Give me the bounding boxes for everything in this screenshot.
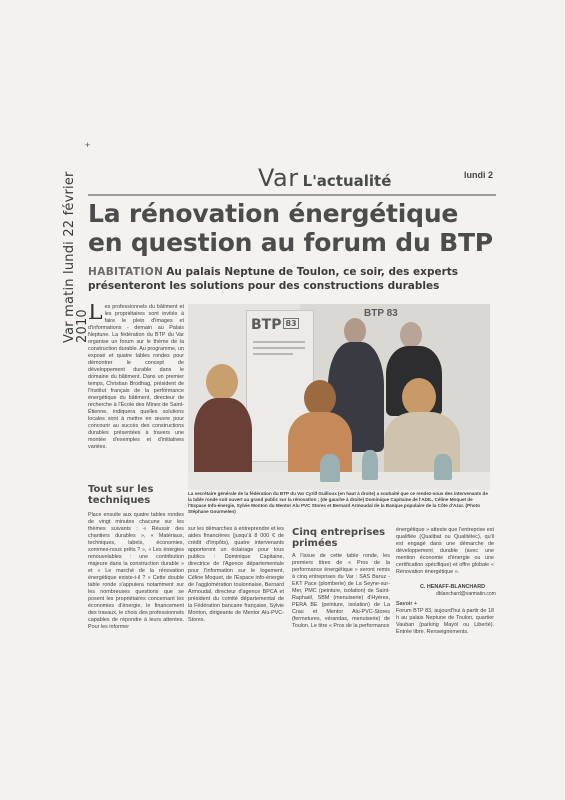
byline-email: dblanchard@varmatin.com [436, 591, 496, 597]
banner-text-line [253, 347, 305, 349]
banner-text-line [253, 341, 305, 343]
article-column-3: À l'issue de cette table ronde, les premiers titres de « Pros de la performance énergétique » seront remis à cinq entreprises du Var : SAS Baruz - EKT Pace (plomberie) de La Seyne-sur-Mer, PMC (peinture, isolation) de Saint-Raphaël, SBM (menuiserie) d'Hyères, PERA BE (peinture, isolation) de La Crau et Mentor Alu-PVC-Stores (fermetures, vérandas, menuiserie) de Toulon. Le titre « Pros de la performance [292, 553, 390, 629]
banner-logo-text: BTP [251, 317, 282, 333]
article-headline: La rénovation énergétique en question au forum du BTP [88, 199, 493, 257]
article-column-1 [88, 304, 184, 482]
article-column-4: énergétique » atteste que l'entreprise est qualifiée (Qualibat ou Qualitélec), qu'il est engagé dans une démarche de développement durable (avec une mention économie d'énergie ou une certification spécifique) et offre globale « Rénovation énergétique ». [396, 527, 494, 575]
article-kicker: HABITATION [88, 266, 164, 278]
photo-caption: La secrétaire générale de la fédération du BTP du Var Cyrill Guilloux (en haut à droite) a souhaité que ce rendez-vous des intervenants de la table ronde soit ouvert au grand public sur la rénovation ; (de gauche à droite) Dominique Capitaine de l'ADIL, Céline Moquet de l'Espace Info-énergie, Sylvie Monton du Mentor Alu PVC Stores et Bernard Armoudal de la Banque populaire de la Côte d'Azur. (Photo Stéphane Gourmelen) [188, 491, 488, 514]
info-box-text: Forum BTP 83, aujourd'hui à partir de 18 h au palais Neptune de Toulon, quartier Vauban (parking Mayol ou Liberté). Entrée libre. Renseignements. [396, 608, 494, 635]
banner-logo [251, 317, 299, 333]
subheading-techniques: Tout sur les techniques [88, 484, 154, 506]
article-standfirst [88, 265, 498, 293]
banner-logo-secondary: BTP 83 [364, 308, 398, 319]
page-day-label: lundi 2 [464, 170, 493, 180]
section-heading [258, 164, 391, 192]
trophy [362, 450, 378, 480]
article-byline: C. HENAFF-BLANCHARD [420, 584, 485, 590]
drop-cap: L [88, 304, 103, 325]
page-marker: + [85, 140, 91, 150]
subheading-entreprises: Cinq entreprises primées [292, 527, 386, 549]
trophy [320, 454, 340, 482]
banner-logo-number: 83 [285, 319, 297, 328]
trophy [434, 454, 452, 480]
info-box-heading: Savoir + [396, 601, 418, 607]
article-column-2: sur les démarches à entreprendre et les aides financières (jusqu'à 8 000 € de crédit d'impôts), quatre intervenants apporteront un éclairage pour tous publics : Dominique Capitaine, directrice de l'Agence départementale pour l'information sur le logement, Céline Moquet, de l'Espace info-énergie de l'agglomération toulonnaise, Bernard Armoudal, directeur d'agence BPCA et président du comité départemental de la Fédération bancaire française, Sylvie Monton, dirigeante de Mentor Alu-PVC-Stores. [188, 526, 284, 623]
column-1-text: es professionnels du bâtiment et les propriétaires sont invités à faire le plein d'images et d'informations - demain au Palais Neptune. La fédération du BTP du Var organise un forum sur le thème de la construction durable. Au programme, un exposé et quatre tables rondes pour démontrer le concept de développement durable dans le domaine du bâtiment. Dans un premier temps, Christian Brodhag, président de l'Institut français de la performance énergétique du bâtiment, directeur de recherche à l'École des Mines de Saint-Étienne, indiquera quelles solutions locales sont à mettre en œuvre pour concourir au succès des constructions durables présentées à travers une montée d'exemples et d'initiatives variées. [88, 304, 184, 450]
section-name: Var [258, 164, 299, 192]
article-photo [188, 304, 490, 490]
publication-date-caption: Var matin lundi 22 février 2010 [62, 171, 90, 343]
section-subname: L'actualité [302, 172, 392, 190]
article-column-1b: Place ensuite aux quatre tables rondes de vingt minutes chacune sur les thèmes suivants : « Réussir des chantiers durables », « Matériaux, techniques, labels, économies, sommes-nous prêts ? », « Les énergies renouvelables : une contribution majeure dans la construction durable » et « Le marché de la rénovation énergétique existe-t-il ? » Cette double table ronde s'appuiera notamment sur les nombreuses questions que se posent les propriétaires concernant les économies d'énergie, le financement des travaux, le choix des professionnels capables de répondre à leurs attentes. Pour les informer [88, 512, 184, 630]
standfirst-text: Au palais Neptune de Toulon, ce soir, des experts présenteront les solutions pour des constructions durables [88, 266, 459, 292]
banner-text-line [253, 353, 293, 355]
heading-rule [88, 194, 496, 196]
